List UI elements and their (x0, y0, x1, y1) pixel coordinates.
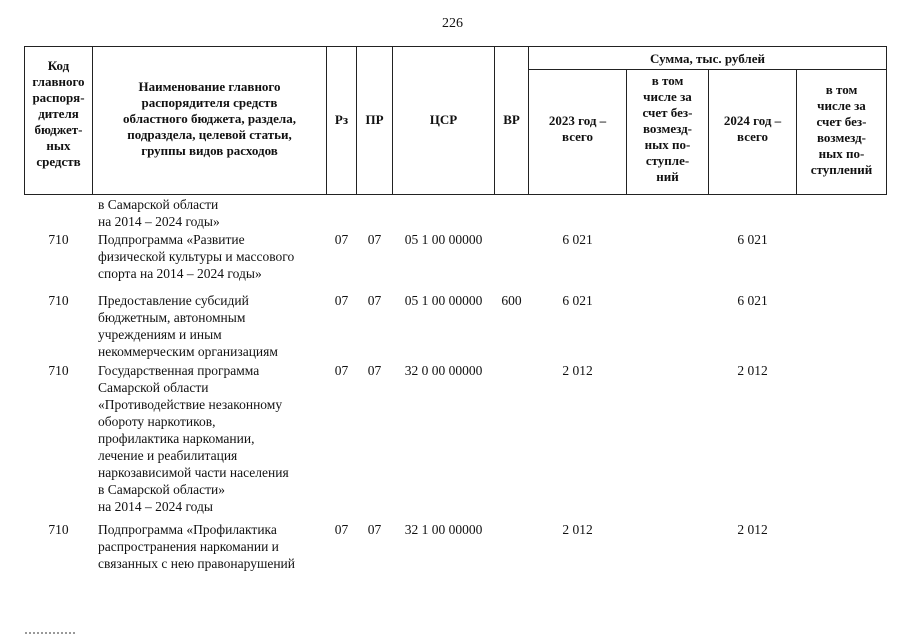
row-code: 710 (48, 232, 69, 247)
row-csr: 05 1 00 00000 (404, 293, 483, 308)
row-sum-2023: 6 021 (562, 293, 593, 308)
row-name: Государственная программа Самарской области «Противодействие незаконному обороту наркотиков, профилактика наркомании, лечение и реабилитация наркозависимой части населения в Самарской области» на 2014 – 2024 годы (98, 363, 289, 514)
row-sum-2024: 6 021 (737, 293, 768, 308)
row-sum-2024: 2 012 (737, 522, 768, 537)
row-csr: 32 1 00 00000 (404, 522, 483, 537)
row-name: Предоставление субсидий бюджетным, автономным учреждениям и иным некоммерческим организациям (98, 293, 278, 359)
row-code: 710 (48, 363, 69, 378)
row-pr: 07 (367, 232, 382, 247)
header-pr: ПР (365, 112, 384, 127)
header-name: Наименование главного распорядителя средств областного бюджета, раздела, подраздела, целевой статьи, группы видов расходов (123, 79, 296, 158)
header-sum: Сумма, тыс. рублей (650, 51, 765, 66)
row-csr: 05 1 00 00000 (404, 232, 483, 247)
header-2023-total: 2023 год – всего (548, 113, 607, 144)
row-rz: 07 (334, 522, 349, 537)
header-code: Код главного распоря- дителя бюджет- ных средств (32, 58, 85, 169)
row-code: 710 (48, 293, 69, 308)
row-sum-2024: 6 021 (737, 232, 768, 247)
continuation-text: в Самарской области на 2014 – 2024 годы» (98, 197, 220, 229)
scan-artifact (25, 632, 75, 634)
row-code: 710 (48, 522, 69, 537)
row-sum-2024: 2 012 (737, 363, 768, 378)
row-pr: 07 (367, 293, 382, 308)
row-pr: 07 (367, 522, 382, 537)
row-pr: 07 (367, 363, 382, 378)
row-rz: 07 (334, 232, 349, 247)
header-rz: Рз (334, 112, 349, 127)
header-2023-free: в том числе за счет без- возмезд- ных по- ступле- ний (642, 73, 693, 184)
row-name: Подпрограмма «Профилактика распространения наркомании и связанных с нею правонарушений (98, 522, 296, 571)
page-number: 226 (442, 16, 463, 31)
row-rz: 07 (334, 363, 349, 378)
row-sum-2023: 2 012 (562, 363, 593, 378)
header-2024-free: в том числе за счет без- возмезд- ных по- ступлений (810, 82, 873, 177)
row-sum-2023: 2 012 (562, 522, 593, 537)
header-vr: ВР (503, 112, 520, 127)
row-sum-2023: 6 021 (562, 232, 593, 247)
row-vr: 600 (501, 293, 522, 308)
row-name: Подпрограмма «Развитие физической культуры и массового спорта на 2014 – 2024 годы» (98, 232, 295, 281)
row-csr: 32 0 00 00000 (404, 363, 483, 378)
header-csr: ЦСР (429, 112, 458, 127)
header-2024-total: 2024 год – всего (723, 113, 782, 144)
row-rz: 07 (334, 293, 349, 308)
